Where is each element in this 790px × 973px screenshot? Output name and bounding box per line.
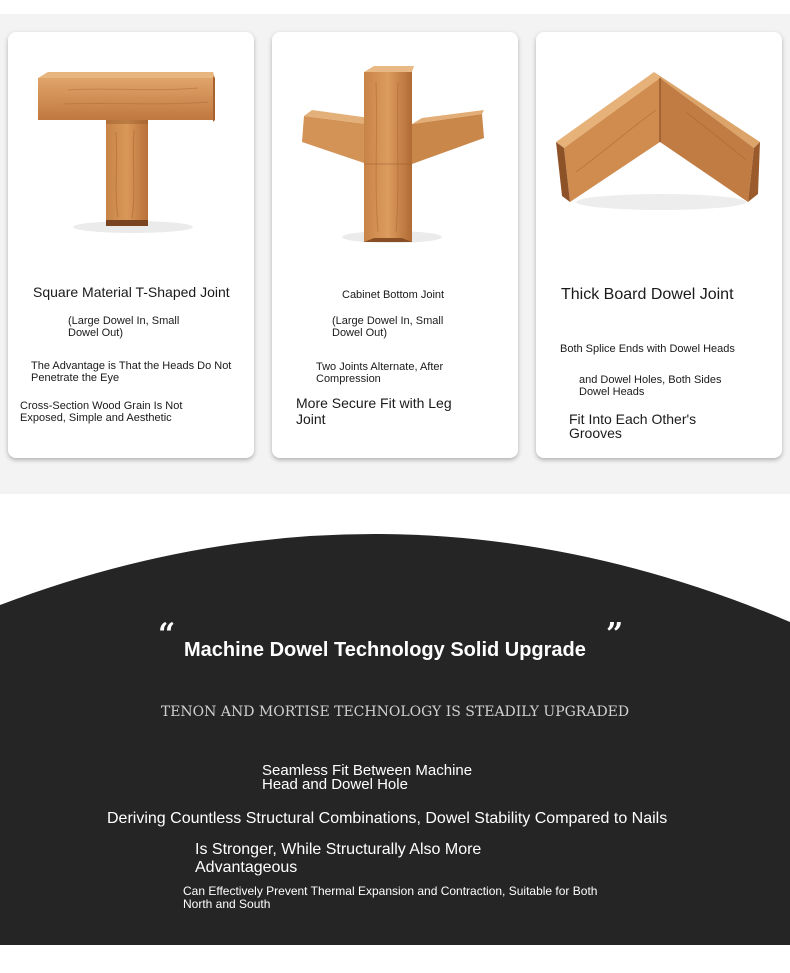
card-line-2: The Advantage is That the Heads Do Not Penetrate the Eye (31, 360, 232, 385)
joint-card-cabinet-bottom (272, 32, 518, 458)
dowel-technology-banner (0, 530, 790, 945)
card-line-3: Cross-Section Wood Grain Is Not Exposed, Simple and Aesthetic (20, 400, 183, 425)
card-line-2: and Dowel Holes, Both Sides Dowel Heads (579, 374, 722, 399)
card-line-2: Two Joints Alternate, After Compression (316, 361, 444, 386)
card-title: Square Material T-Shaped Joint (33, 284, 230, 300)
joint-card-thick-board (536, 32, 782, 458)
close-quote-icon: ” (606, 617, 624, 652)
card-line-1: (Large Dowel In, Small Dowel Out) (332, 315, 444, 340)
banner-line-2: Deriving Countless Structural Combinations, Dowel Stability Compared to Nails (107, 810, 668, 827)
card-line-3: Fit Into Each Other's Grooves (569, 411, 697, 441)
t-shaped-joint-image (8, 32, 254, 272)
cross-shaped-joint-image (272, 32, 518, 272)
banner-subheading: TENON AND MORTISE TECHNOLOGY IS STEADILY UPGRADED (160, 704, 630, 720)
card-title: Cabinet Bottom Joint (342, 289, 445, 301)
banner-line-4: Can Effectively Prevent Thermal Expansion and Contraction, Suitable for Both North and South (183, 884, 598, 912)
card-line-1: (Large Dowel In, Small Dowel Out) (68, 315, 180, 340)
banner-line-1: Seamless Fit Between Machine Head and Dowel Hole (262, 762, 473, 794)
card-title: Thick Board Dowel Joint (561, 286, 734, 303)
open-quote-icon: “ (158, 617, 176, 652)
joint-card-t-shaped (8, 32, 254, 458)
banner-line-3: Is Stronger, While Structurally Also More Advantageous (195, 841, 482, 876)
card-line-3: More Secure Fit with Leg Joint (296, 395, 452, 427)
banner-heading: Machine Dowel Technology Solid Upgrade (184, 639, 586, 661)
card-line-1: Both Splice Ends with Dowel Heads (560, 343, 735, 355)
banner-arch-background (0, 530, 790, 945)
corner-board-joint-image (536, 32, 782, 272)
